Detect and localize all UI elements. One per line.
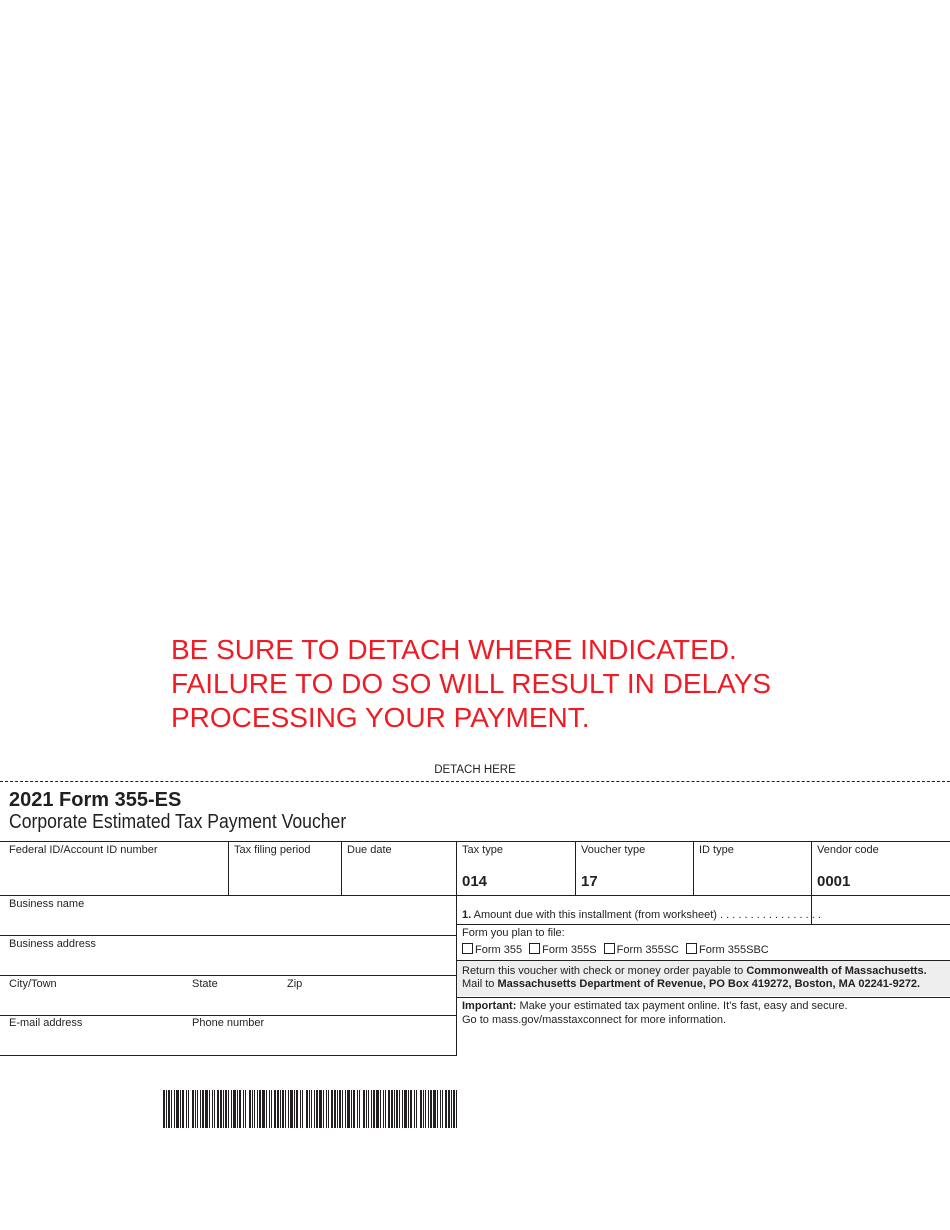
barcode-bar [425,1090,426,1128]
barcode-bar [195,1090,196,1128]
barcode-bar [448,1090,450,1128]
checkbox-form-355[interactable]: Form 355 [462,944,522,956]
warning-line-3: PROCESSING YOUR PAYMENT. [171,702,590,733]
checkbox-form-355sc[interactable]: Form 355SC [604,944,679,956]
barcode-bar [433,1090,436,1128]
checkbox-icon [529,943,540,954]
barcode-bar [339,1090,341,1128]
barcode-bar [383,1090,384,1128]
grid-line-left [0,975,456,976]
form-subtitle: Corporate Estimated Tax Payment Voucher [9,811,347,833]
barcode-bar [323,1090,324,1128]
city-town-field[interactable]: City/Town [9,978,57,990]
amount-due-line [462,909,821,922]
grid-line-left [0,935,456,936]
barcode-bar [326,1090,327,1128]
barcode-bar [217,1090,219,1128]
checkbox-icon [686,943,697,954]
barcode-bar [351,1090,352,1128]
plan-to-file-label: Form you plan to file: [462,927,565,939]
barcode-bar [347,1090,350,1128]
barcode-bar [176,1090,179,1128]
barcode-bar [456,1090,457,1128]
barcode-bar [266,1090,267,1128]
barcode-bar [200,1090,201,1128]
barcode-bar [282,1090,284,1128]
barcode-bar [394,1090,395,1128]
barcode-bar [280,1090,281,1128]
phone-field[interactable]: Phone number [192,1017,265,1029]
barcode-bar [166,1090,167,1128]
barcode-bar [257,1090,258,1128]
barcode-bar [334,1090,336,1128]
barcode-bar [262,1090,265,1128]
barcode-bar [410,1090,412,1128]
grid-divider [693,841,694,895]
barcode-bar [252,1090,253,1128]
barcode-bar [274,1090,276,1128]
barcode-bar [214,1090,215,1128]
grid-divider [228,841,229,895]
barcode-bar [359,1090,360,1128]
barcode-bar [363,1090,365,1128]
grid-line-top [0,841,950,842]
amount-due-input[interactable] [812,896,950,924]
masstaxconnect-note: Go to mass.gov/masstaxconnect for more information. [462,1014,727,1026]
due-date-field[interactable]: Due date [347,844,392,856]
vendor-code-value: 0001 [817,873,851,890]
barcode-bar [437,1090,438,1128]
form-title: 2021 Form 355-ES [9,789,182,811]
barcode-bar [223,1090,224,1128]
mail-address: Massachusetts Department of Revenue, PO Box 419272, Boston, MA 02241-9272. [497,978,921,990]
detach-warning [171,633,771,735]
grid-line-row1 [0,895,950,896]
grid-divider [575,841,576,895]
barcode-image [163,1090,459,1128]
tax-type-value: 014 [462,873,488,890]
barcode-bar [237,1090,238,1128]
barcode-bar [269,1090,270,1128]
barcode-bar [259,1090,261,1128]
voucher-type-label: Voucher type [581,844,646,856]
barcode-bar [188,1090,189,1128]
amount-dot-leader: . . . . . . . . . . . . . . . . . [716,909,821,921]
barcode-bar [245,1090,246,1128]
barcode-bar [368,1090,369,1128]
barcode-bar [231,1090,232,1128]
warning-line-2: FAILURE TO DO SO WILL RESULT IN DELAYS [171,668,772,699]
barcode-bar [249,1090,251,1128]
barcode-bar [288,1090,289,1128]
barcode-bar [212,1090,213,1128]
barcode-bar [271,1090,272,1128]
payee-name: Commonwealth of Massachusetts. [746,965,927,977]
amount-line-number: 1. [462,909,472,921]
barcode-bar [380,1090,381,1128]
barcode-bar [388,1090,390,1128]
barcode-bar [373,1090,375,1128]
barcode-bar [430,1090,432,1128]
state-field[interactable]: State [192,978,218,990]
barcode-bar [331,1090,333,1128]
grid-divider [341,841,342,895]
warning-line-1: BE SURE TO DETACH WHERE INDICATED. [171,634,737,665]
barcode-bar [366,1090,367,1128]
plan-options [462,943,773,957]
barcode-bar [353,1090,355,1128]
barcode-bar [414,1090,415,1128]
barcode-bar [314,1090,315,1128]
barcode-bar [186,1090,187,1128]
amount-due-label: Amount due with this installment (from worksheet) [473,909,717,921]
barcode-bar [357,1090,358,1128]
barcode-bar [453,1090,455,1128]
barcode-bar [376,1090,379,1128]
grid-line-left [0,1015,456,1016]
barcode-bar [163,1090,165,1128]
federal-id-field[interactable]: Federal ID/Account ID number [9,844,158,856]
id-type-field[interactable]: ID type [699,844,734,856]
barcode-bar [294,1090,295,1128]
grid-line-left [0,1055,457,1056]
barcode-bar [228,1090,229,1128]
mail-instructions: Mail to Massachusetts Department of Revenue, PO Box 419272, Boston, MA 02241-9272. [462,978,921,990]
business-address-field[interactable]: Business address [9,938,96,950]
important-note: Important: Make your estimated tax payment online. It’s fast, easy and secure. [462,1000,848,1012]
checkbox-form-355sbc[interactable]: Form 355SBC [686,944,769,956]
barcode-bar [277,1090,279,1128]
detach-dashed-line [0,781,950,782]
barcode-bar [416,1090,417,1128]
return-instructions: Return this voucher with check or money order payable to Commonwealth of Massachusetts. [462,965,927,977]
grid-line-right [456,924,950,925]
detach-here-label: DETACH HERE [434,764,516,776]
barcode-bar [171,1090,172,1128]
barcode-bar [174,1090,175,1128]
checkbox-icon [604,943,615,954]
barcode-bar [445,1090,447,1128]
barcode-bar [202,1090,204,1128]
barcode-bar [225,1090,227,1128]
barcode-bar [182,1090,184,1128]
barcode-bar [205,1090,208,1128]
barcode-bar [285,1090,286,1128]
barcode-bar [408,1090,409,1128]
barcode-bar [402,1090,403,1128]
barcode-bar [420,1090,422,1128]
checkbox-icon [462,943,473,954]
barcode-bar [233,1090,236,1128]
zip-field[interactable]: Zip [287,978,303,990]
barcode-bar [316,1090,318,1128]
barcode-bar [345,1090,346,1128]
business-name-field[interactable]: Business name [9,898,85,910]
barcode-bar [319,1090,322,1128]
barcode-bar [399,1090,400,1128]
barcode-bar [192,1090,194,1128]
barcode-bar [342,1090,343,1128]
barcode-bar [428,1090,429,1128]
tax-type-label: Tax type [462,844,503,856]
barcode-bar [296,1090,298,1128]
barcode-bar [168,1090,170,1128]
barcode-bar [440,1090,441,1128]
barcode-bar [300,1090,301,1128]
vendor-code-label: Vendor code [817,844,879,856]
barcode-bar [220,1090,222,1128]
barcode-bar [396,1090,398,1128]
barcode-bar [423,1090,424,1128]
tax-filing-period-field[interactable]: Tax filing period [234,844,311,856]
barcode-bar [385,1090,386,1128]
barcode-bar [309,1090,310,1128]
barcode-bar [404,1090,407,1128]
barcode-bar [209,1090,210,1128]
grid-line-right [456,997,950,998]
barcode-bar [328,1090,329,1128]
barcode-bar [451,1090,452,1128]
barcode-bar [302,1090,303,1128]
barcode-bar [442,1090,443,1128]
email-field[interactable]: E-mail address [9,1017,83,1029]
grid-line-right [456,960,950,961]
barcode-bar [391,1090,393,1128]
barcode-bar [371,1090,372,1128]
barcode-bar [254,1090,255,1128]
barcode-bar [243,1090,244,1128]
barcode-bar [337,1090,338,1128]
checkbox-form-355s[interactable]: Form 355S [529,944,596,956]
barcode-bar [306,1090,308,1128]
barcode-bar [180,1090,181,1128]
barcode-bar [197,1090,198,1128]
grid-divider-center [456,841,457,1055]
barcode-bar [239,1090,241,1128]
barcode-bar [311,1090,312,1128]
voucher-type-value: 17 [581,873,598,890]
barcode-bar [290,1090,293,1128]
